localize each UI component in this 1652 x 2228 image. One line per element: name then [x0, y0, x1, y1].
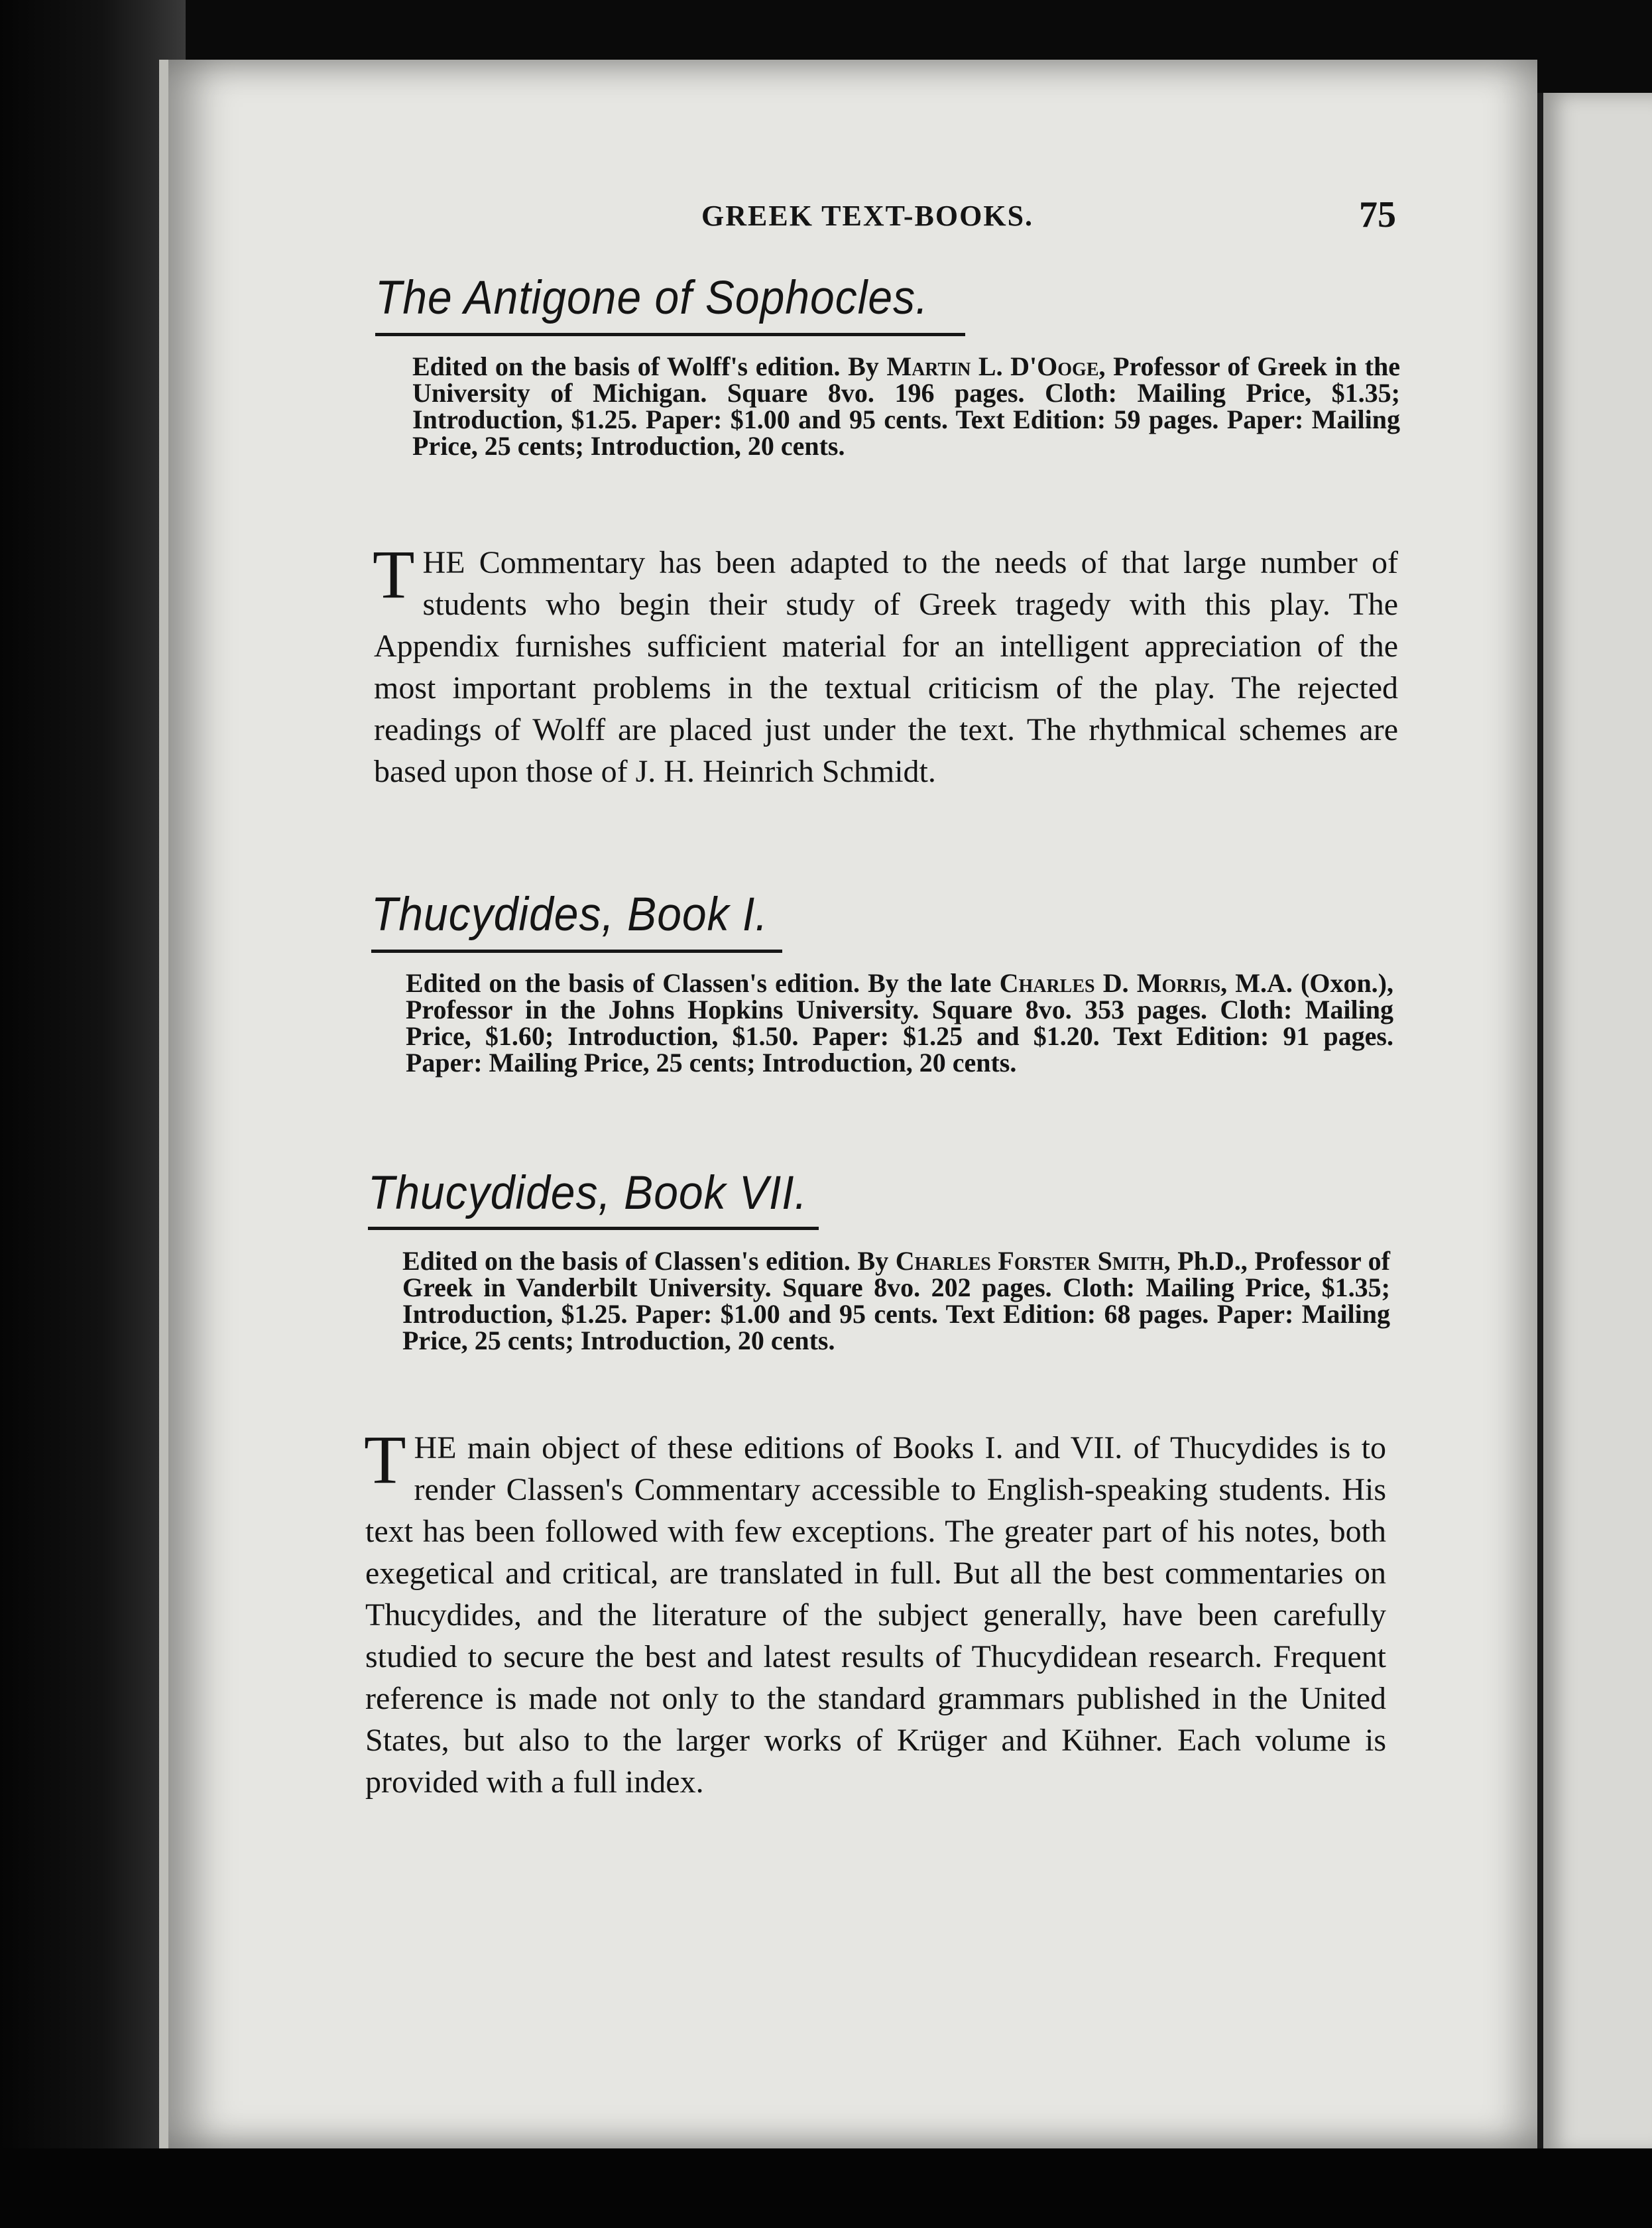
drop-cap: T	[364, 1422, 406, 1498]
edition-note-antigone: Edited on the basis of Wolff's edition. By Martin L. D'Ooge, Professor of Greek in the University of Michigan. Square 8vo. 196 pages. Cloth: Mailing Price, $1.35; Introduction, $1.25. Paper: $1.00 and 95 cents. Text Edition: 59 pages. Paper: Mailing Price, 25 cents; Introduction, 20 cents.	[412, 351, 1400, 461]
description-antigone: THE Commentary has been adapted to the needs of that large number of students who begin their study of Greek tragedy with this play. The Appendix furnishes sufficient material for an intelligent appreciation of the most important problems in the textual criticism of the play. The rejected readings of Wolff are placed just under the text. The rhythmical schemes are based upon those of J. H. Heinrich Schmidt.	[373, 536, 1398, 789]
edition-note-thucydides-book-1: Edited on the basis of Classen's edition. By the late Charles D. Morris, M.A. (Oxon.), Professor in the Johns Hopkins University. Square 8vo. 353 pages. Cloth: Mailing Price, $1.60; Introduction, $1.50. Paper: $1.25 and $1.20. Text Edition: 91 pages. Paper: Mailing Price, 25 cents; Introduction, 20 cents.	[406, 968, 1394, 1078]
facing-page-edge	[1537, 93, 1652, 2155]
description-thucydides: THE main object of these editions of Books I. and VII. of Thucydides is to render Classen's Commentary accessible to English-speaking students. His text has been followed with few exceptions. The greater part of his notes, both exegetical and critical, are translated in full. But all the best commentaries on Thucydides, and the literature of the subject generally, have been carefully studied to secure the best and latest results of Thucydidean research. Frequent reference is made not only to the standard grammars published in the United States, but also to the larger works of Krüger and Kühner. Each volume is provided with a full index.	[364, 1422, 1386, 1800]
section-title-antigone: The Antigone of Sophocles.	[375, 271, 929, 324]
editor-name: Martin L. D'Ooge	[886, 351, 1099, 381]
page-number: 75	[1359, 194, 1396, 235]
section-title-thucydides-book-1: Thucydides, Book I.	[371, 887, 768, 940]
editor-name: Charles Forster Smith	[895, 1246, 1164, 1276]
running-head: GREEK TEXT-BOOKS.	[701, 200, 1034, 232]
editor-name: Charles D. Morris	[999, 968, 1221, 998]
title-underline	[375, 333, 965, 336]
drop-cap: T	[373, 536, 415, 613]
section-title-thucydides-book-7: Thucydides, Book VII.	[368, 1166, 807, 1219]
title-underline	[371, 950, 782, 953]
title-underline	[368, 1227, 819, 1230]
scan-bottom-shadow	[0, 2148, 1652, 2228]
scan-left-shadow	[0, 0, 186, 2228]
edition-note-thucydides-book-7: Edited on the basis of Classen's edition. By Charles Forster Smith, Ph.D., Professor of Greek in Vanderbilt University. Square 8vo. 202 pages. Cloth: Mailing Price, $1.35; Introduction, $1.25. Paper: $1.00 and 95 cents. Text Edition: 68 pages. Paper: Mailing Price, 25 cents; Introduction, 20 cents.	[402, 1246, 1390, 1355]
